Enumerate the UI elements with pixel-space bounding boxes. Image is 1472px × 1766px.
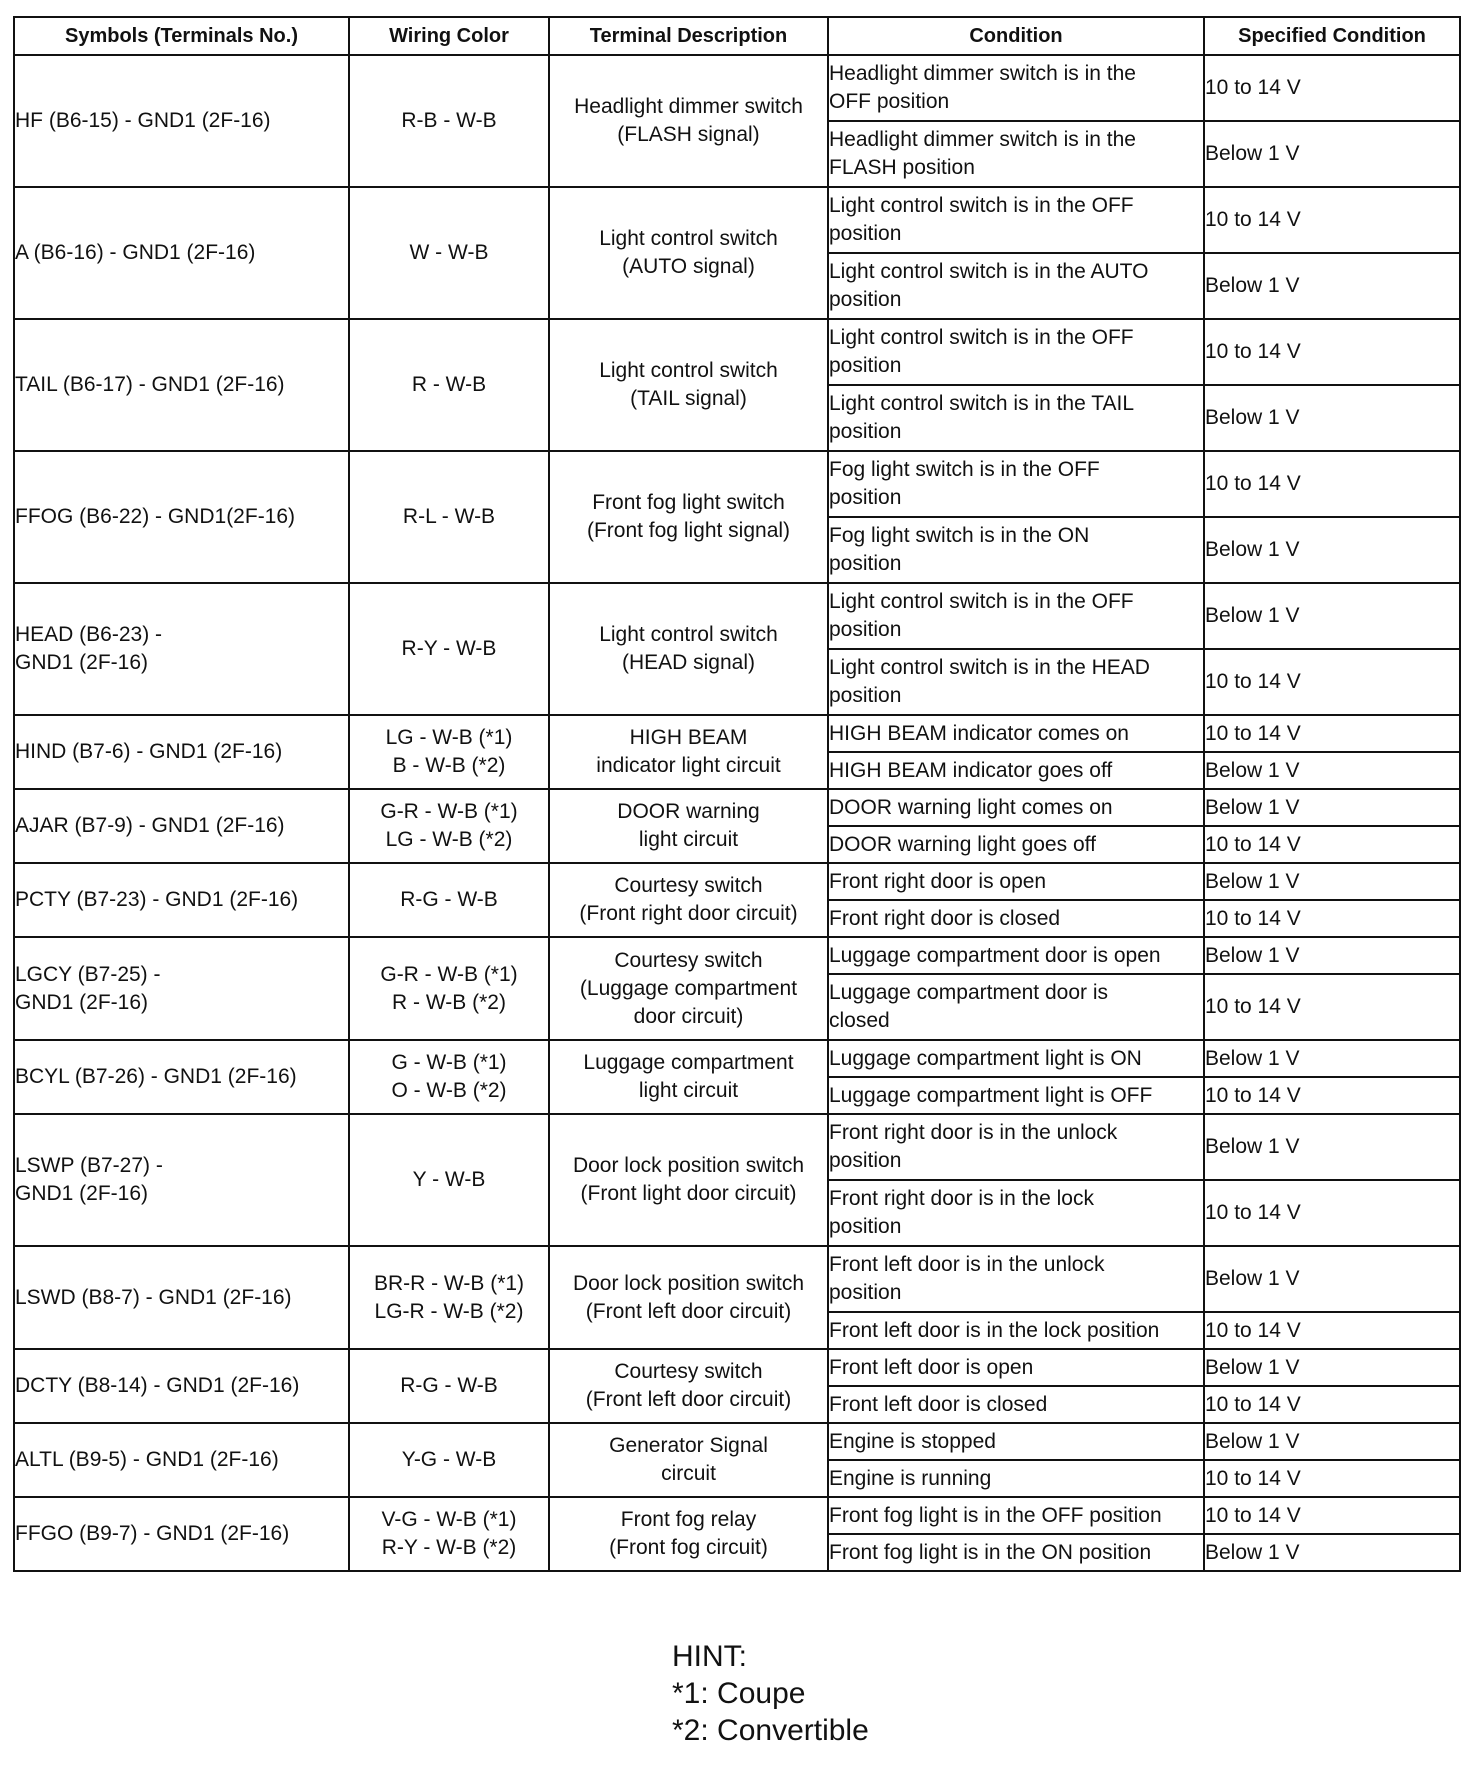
condition-cell-line: position xyxy=(829,222,902,245)
specified-condition-cell: 10 to 14 V xyxy=(1204,319,1460,385)
terminal-description-cell xyxy=(549,451,828,583)
condition-cell-line: Luggage compartment light is ON xyxy=(829,1046,1142,1070)
wiring-color-cell-line: B - W-B (*2) xyxy=(392,754,506,777)
symbol-cell-line: AJAR (B7-9) - GND1 (2F-16) xyxy=(15,814,285,837)
symbol-cell-line: LSWD (B8-7) - GND1 (2F-16) xyxy=(15,1285,292,1309)
condition-cell-line: Light control switch is in the TAIL xyxy=(829,392,1135,415)
terminal-description-cell xyxy=(549,187,828,319)
terminal-description-cell-line: light circuit xyxy=(638,1079,739,1102)
symbol-cell xyxy=(14,715,349,789)
table-row xyxy=(14,55,1460,121)
header-terminal-description: Terminal Description xyxy=(549,17,828,55)
wiring-color-cell xyxy=(349,451,549,583)
symbol-cell-line: DCTY (B8-14) - GND1 (2F-16) xyxy=(15,1374,300,1397)
wiring-color-cell xyxy=(349,187,549,319)
condition-cell xyxy=(828,451,1204,517)
terminal-description-cell-line: Light control switch xyxy=(599,227,778,250)
wiring-color-cell-line: LG-R - W-B (*2) xyxy=(374,1299,524,1323)
terminal-description-cell-line: indicator light circuit xyxy=(596,754,781,777)
table-row xyxy=(14,583,1460,649)
wiring-color-cell xyxy=(349,1497,549,1571)
terminal-description-cell-line: (AUTO signal) xyxy=(622,255,755,278)
terminal-description-cell-line: Courtesy switch xyxy=(614,948,763,972)
terminal-description-cell xyxy=(549,715,828,789)
specified-condition-cell: 10 to 14 V xyxy=(1204,1497,1460,1534)
terminal-description-cell xyxy=(549,937,828,1040)
table-row xyxy=(14,1497,1460,1534)
terminal-description-cell-line: door circuit) xyxy=(633,1004,744,1028)
symbol-cell xyxy=(14,451,349,583)
symbol-cell-line: FFOG (B6-22) - GND1(2F-16) xyxy=(15,505,296,528)
specified-condition-cell: 10 to 14 V xyxy=(1204,900,1460,937)
condition-cell-line: Light control switch is in the HEAD xyxy=(829,656,1150,679)
terminal-description-cell-line: light circuit xyxy=(638,828,739,851)
terminal-description-cell-line: (Front right door circuit) xyxy=(579,902,798,925)
specified-condition-cell: Below 1 V xyxy=(1204,1040,1460,1077)
symbol-cell-line: A (B6-16) - GND1 (2F-16) xyxy=(15,241,256,264)
terminal-description-cell-line: (Front fog light signal) xyxy=(586,519,791,542)
specified-condition-cell: Below 1 V xyxy=(1204,1114,1460,1180)
specified-condition-cell: 10 to 14 V xyxy=(1204,451,1460,517)
condition-cell-line: Front left door is in the unlock xyxy=(829,1253,1105,1276)
terminal-description-cell xyxy=(549,1246,828,1349)
terminal-description-cell xyxy=(549,1349,828,1423)
specified-condition-cell: Below 1 V xyxy=(1204,253,1460,319)
condition-cell-line: Fog light switch is in the OFF xyxy=(829,458,1100,481)
condition-cell xyxy=(828,1349,1204,1386)
condition-cell xyxy=(828,253,1204,319)
wiring-color-cell-line: G-R - W-B (*1) xyxy=(380,800,518,823)
hint-line-coupe: *1: Coupe xyxy=(672,1677,806,1710)
condition-cell xyxy=(828,937,1204,974)
symbol-cell xyxy=(14,1246,349,1349)
condition-cell xyxy=(828,1180,1204,1246)
symbol-cell-line: FFGO (B9-7) - GND1 (2F-16) xyxy=(15,1522,290,1545)
specified-condition-cell: 10 to 14 V xyxy=(1204,826,1460,863)
terminal-description-cell-line: Luggage compartment xyxy=(583,1051,794,1074)
symbol-cell-line: TAIL (B6-17) - GND1 (2F-16) xyxy=(15,373,285,396)
table-row xyxy=(14,715,1460,752)
specified-condition-cell: 10 to 14 V xyxy=(1204,187,1460,253)
terminal-description-cell-line: (Front left door circuit) xyxy=(585,1388,792,1411)
wiring-color-cell-line: R-Y - W-B xyxy=(401,637,497,660)
terminal-description-cell-line: Front fog relay xyxy=(620,1508,757,1531)
hint-note xyxy=(672,1638,869,1749)
condition-cell-line: position xyxy=(829,420,902,443)
terminal-description-cell xyxy=(549,1040,828,1114)
symbol-cell xyxy=(14,789,349,863)
wiring-color-cell-line: O - W-B (*2) xyxy=(391,1079,507,1102)
specified-condition-cell: 10 to 14 V xyxy=(1204,1386,1460,1423)
symbol-cell xyxy=(14,55,349,187)
condition-cell xyxy=(828,974,1204,1040)
condition-cell xyxy=(828,187,1204,253)
condition-cell-line: Light control switch is in the AUTO xyxy=(829,260,1149,283)
symbol-cell xyxy=(14,1423,349,1497)
condition-cell-line: position xyxy=(829,1215,902,1238)
header-specified-condition: Specified Condition xyxy=(1204,17,1460,55)
condition-cell-line: FLASH position xyxy=(829,156,975,179)
terminal-description-cell xyxy=(549,319,828,451)
symbol-cell-line: LSWP (B7-27) - xyxy=(15,1154,163,1177)
symbol-cell xyxy=(14,1114,349,1246)
condition-cell-line: Light control switch is in the OFF xyxy=(829,326,1134,349)
specified-condition-cell: 10 to 14 V xyxy=(1204,55,1460,121)
symbol-cell-line: GND1 (2F-16) xyxy=(15,1182,149,1205)
condition-cell xyxy=(828,789,1204,826)
condition-cell xyxy=(828,715,1204,752)
specified-condition-cell: Below 1 V xyxy=(1204,1534,1460,1571)
terminal-description-cell-line: (FLASH signal) xyxy=(617,123,760,146)
specified-condition-cell: Below 1 V xyxy=(1204,1349,1460,1386)
condition-cell-line: Front fog light is in the ON position xyxy=(829,1540,1152,1564)
table-row xyxy=(14,187,1460,253)
table-row xyxy=(14,789,1460,826)
table-row xyxy=(14,1349,1460,1386)
condition-cell-line: Front right door is closed xyxy=(829,906,1061,930)
symbol-cell xyxy=(14,187,349,319)
wiring-color-cell xyxy=(349,1040,549,1114)
terminal-description-cell-line: (Luggage compartment xyxy=(579,976,798,1000)
table-row xyxy=(14,1423,1460,1460)
table-row xyxy=(14,1114,1460,1180)
condition-cell xyxy=(828,583,1204,649)
condition-cell-line: Luggage compartment door is open xyxy=(829,943,1161,967)
wiring-color-cell xyxy=(349,55,549,187)
table-row xyxy=(14,1040,1460,1077)
condition-cell xyxy=(828,385,1204,451)
symbol-cell-line: HF (B6-15) - GND1 (2F-16) xyxy=(15,109,271,132)
condition-cell xyxy=(828,752,1204,789)
wiring-color-cell-line: LG - W-B (*1) xyxy=(385,726,513,749)
condition-cell-line: Front right door is open xyxy=(829,869,1047,893)
symbol-cell xyxy=(14,1040,349,1114)
specified-condition-cell: Below 1 V xyxy=(1204,517,1460,583)
symbol-cell xyxy=(14,863,349,937)
wiring-color-cell xyxy=(349,583,549,715)
condition-cell-line: OFF position xyxy=(829,90,950,113)
specified-condition-cell: Below 1 V xyxy=(1204,385,1460,451)
header-wiring-color: Wiring Color xyxy=(349,17,549,55)
symbol-cell xyxy=(14,937,349,1040)
condition-cell xyxy=(828,121,1204,187)
table-row xyxy=(14,937,1460,974)
symbol-cell xyxy=(14,1349,349,1423)
condition-cell-line: Engine is running xyxy=(829,1466,992,1490)
symbol-cell-line: GND1 (2F-16) xyxy=(15,651,149,674)
specified-condition-cell: Below 1 V xyxy=(1204,1246,1460,1312)
condition-cell-line: Luggage compartment light is OFF xyxy=(829,1083,1153,1107)
wiring-color-cell xyxy=(349,1349,549,1423)
condition-cell xyxy=(828,1040,1204,1077)
condition-cell-line: Front right door is in the unlock xyxy=(829,1121,1118,1144)
wiring-color-cell-line: R - W-B (*2) xyxy=(392,990,506,1014)
symbol-cell-line: PCTY (B7-23) - GND1 (2F-16) xyxy=(15,888,299,911)
condition-cell-line: position xyxy=(829,354,902,377)
specified-condition-cell: Below 1 V xyxy=(1204,121,1460,187)
condition-cell xyxy=(828,900,1204,937)
condition-cell xyxy=(828,1386,1204,1423)
terminal-description-cell xyxy=(549,789,828,863)
specified-condition-cell: Below 1 V xyxy=(1204,937,1460,974)
condition-cell xyxy=(828,863,1204,900)
symbol-cell xyxy=(14,1497,349,1571)
wiring-color-cell-line: G - W-B (*1) xyxy=(391,1051,507,1074)
specified-condition-cell: Below 1 V xyxy=(1204,583,1460,649)
symbol-cell xyxy=(14,583,349,715)
symbol-cell-line: LGCY (B7-25) - xyxy=(15,962,161,986)
terminal-description-cell xyxy=(549,583,828,715)
symbol-cell-line: HEAD (B6-23) - xyxy=(15,623,163,646)
condition-cell-line: DOOR warning light goes off xyxy=(829,832,1096,856)
wiring-color-cell-line: Y-G - W-B xyxy=(401,1448,497,1471)
wiring-color-cell-line: R-L - W-B xyxy=(402,505,496,528)
terminal-description-cell xyxy=(549,1497,828,1571)
condition-cell xyxy=(828,1246,1204,1312)
condition-cell-line: position xyxy=(829,486,902,509)
wiring-color-cell-line: R-G - W-B xyxy=(400,888,498,911)
condition-cell-line: Headlight dimmer switch is in the xyxy=(829,128,1136,151)
wiring-color-cell-line: V-G - W-B (*1) xyxy=(381,1508,517,1531)
condition-cell-line: Front left door is open xyxy=(829,1355,1034,1379)
terminal-description-cell xyxy=(549,55,828,187)
condition-cell-line: Front left door is in the lock position xyxy=(829,1318,1160,1342)
specified-condition-cell: Below 1 V xyxy=(1204,863,1460,900)
header-row xyxy=(14,17,1460,55)
condition-cell xyxy=(828,1497,1204,1534)
specified-condition-cell: 10 to 14 V xyxy=(1204,1460,1460,1497)
condition-cell xyxy=(828,517,1204,583)
terminal-description-cell-line: DOOR warning xyxy=(617,800,760,823)
wiring-color-cell xyxy=(349,1114,549,1246)
symbol-cell-line: ALTL (B9-5) - GND1 (2F-16) xyxy=(15,1448,279,1471)
wiring-color-cell-line: BR-R - W-B (*1) xyxy=(373,1271,525,1295)
terminal-description-cell-line: (Front left door circuit) xyxy=(585,1299,792,1323)
condition-cell-line: Light control switch is in the OFF xyxy=(829,590,1134,613)
condition-cell-line: Front left door is closed xyxy=(829,1392,1048,1416)
condition-cell-line: Luggage compartment door is xyxy=(829,981,1108,1004)
terminal-description-cell-line: Light control switch xyxy=(599,623,778,646)
terminal-description-cell-line: Light control switch xyxy=(599,359,778,382)
condition-cell-line: closed xyxy=(829,1009,890,1032)
condition-cell-line: position xyxy=(829,288,902,311)
terminal-spec-table xyxy=(13,16,1461,1572)
symbol-cell-line: BCYL (B7-26) - GND1 (2F-16) xyxy=(15,1065,297,1088)
header-symbols: Symbols (Terminals No.) xyxy=(14,17,349,55)
condition-cell-line: HIGH BEAM indicator goes off xyxy=(829,758,1113,782)
terminal-description-cell-line: Headlight dimmer switch xyxy=(574,95,803,118)
symbol-cell-line: HIND (B7-6) - GND1 (2F-16) xyxy=(15,740,283,763)
specified-condition-cell: 10 to 14 V xyxy=(1204,1312,1460,1349)
wiring-color-cell-line: Y - W-B xyxy=(412,1168,486,1191)
table-row xyxy=(14,863,1460,900)
specified-condition-cell: 10 to 14 V xyxy=(1204,1077,1460,1114)
table-row xyxy=(14,451,1460,517)
wiring-color-cell-line: G-R - W-B (*1) xyxy=(380,962,518,986)
table-body xyxy=(14,55,1460,1571)
condition-cell-line: position xyxy=(829,684,902,707)
terminal-description-cell xyxy=(549,863,828,937)
condition-cell xyxy=(828,55,1204,121)
condition-cell xyxy=(828,1534,1204,1571)
hint-title: HINT: xyxy=(672,1640,747,1673)
wiring-color-cell-line: R-Y - W-B (*2) xyxy=(381,1536,517,1559)
condition-cell xyxy=(828,1077,1204,1114)
wiring-color-cell-line: W - W-B xyxy=(409,241,489,264)
wiring-color-cell xyxy=(349,1423,549,1497)
specified-condition-cell: 10 to 14 V xyxy=(1204,974,1460,1040)
condition-cell-line: Front right door is in the lock xyxy=(829,1187,1094,1210)
condition-cell-line: Front fog light is in the OFF position xyxy=(829,1503,1162,1527)
specified-condition-cell: Below 1 V xyxy=(1204,1423,1460,1460)
condition-cell xyxy=(828,1460,1204,1497)
condition-cell-line: position xyxy=(829,552,902,575)
terminal-description-cell-line: (Front light door circuit) xyxy=(580,1182,797,1205)
terminal-description-cell-line: HIGH BEAM xyxy=(629,726,748,749)
wiring-color-cell xyxy=(349,937,549,1040)
condition-cell-line: Headlight dimmer switch is in the xyxy=(829,62,1136,85)
condition-cell xyxy=(828,649,1204,715)
terminal-description-cell xyxy=(549,1114,828,1246)
condition-cell xyxy=(828,1114,1204,1180)
wiring-color-cell xyxy=(349,1246,549,1349)
condition-cell-line: HIGH BEAM indicator comes on xyxy=(829,721,1129,745)
condition-cell-line: Fog light switch is in the ON xyxy=(829,524,1090,547)
condition-cell xyxy=(828,319,1204,385)
terminal-description-cell-line: Front fog light switch xyxy=(592,491,785,514)
specified-condition-cell: 10 to 14 V xyxy=(1204,1180,1460,1246)
specified-condition-cell: 10 to 14 V xyxy=(1204,715,1460,752)
terminal-description-cell-line: Courtesy switch xyxy=(614,1360,763,1383)
wiring-color-cell xyxy=(349,863,549,937)
terminal-description-cell-line: (Front fog circuit) xyxy=(609,1536,768,1559)
condition-cell-line: Light control switch is in the OFF xyxy=(829,194,1134,217)
terminal-description-cell-line: circuit xyxy=(661,1462,716,1485)
condition-cell-line: position xyxy=(829,618,902,641)
wiring-color-cell-line: R - W-B xyxy=(411,373,487,396)
specified-condition-cell: Below 1 V xyxy=(1204,752,1460,789)
terminal-description-cell-line: (TAIL signal) xyxy=(630,387,747,410)
wiring-color-cell xyxy=(349,319,549,451)
symbol-cell-line: GND1 (2F-16) xyxy=(15,990,149,1014)
condition-cell-line: DOOR warning light comes on xyxy=(829,795,1113,819)
condition-cell xyxy=(828,826,1204,863)
table-row xyxy=(14,319,1460,385)
terminal-description-cell xyxy=(549,1423,828,1497)
condition-cell-line: position xyxy=(829,1149,902,1172)
hint-line-convertible: *2: Convertible xyxy=(672,1714,869,1747)
table-row xyxy=(14,1246,1460,1312)
condition-cell-line: position xyxy=(829,1281,902,1304)
specified-condition-cell: Below 1 V xyxy=(1204,789,1460,826)
wiring-color-cell xyxy=(349,789,549,863)
wiring-color-cell xyxy=(349,715,549,789)
terminal-description-cell-line: Door lock position switch xyxy=(572,1154,805,1177)
wiring-color-cell-line: R-G - W-B xyxy=(400,1374,498,1397)
symbol-cell xyxy=(14,319,349,451)
wiring-color-cell-line: R-B - W-B xyxy=(401,109,497,132)
terminal-description-cell-line: (HEAD signal) xyxy=(621,651,756,674)
header-condition: Condition xyxy=(828,17,1204,55)
terminal-description-cell-line: Generator Signal xyxy=(609,1434,768,1457)
condition-cell xyxy=(828,1312,1204,1349)
wiring-color-cell-line: LG - W-B (*2) xyxy=(385,828,513,851)
condition-cell-line: Engine is stopped xyxy=(829,1429,996,1453)
terminal-description-cell-line: Door lock position switch xyxy=(572,1271,805,1295)
condition-cell xyxy=(828,1423,1204,1460)
specified-condition-cell: 10 to 14 V xyxy=(1204,649,1460,715)
terminal-description-cell-line: Courtesy switch xyxy=(614,874,763,897)
